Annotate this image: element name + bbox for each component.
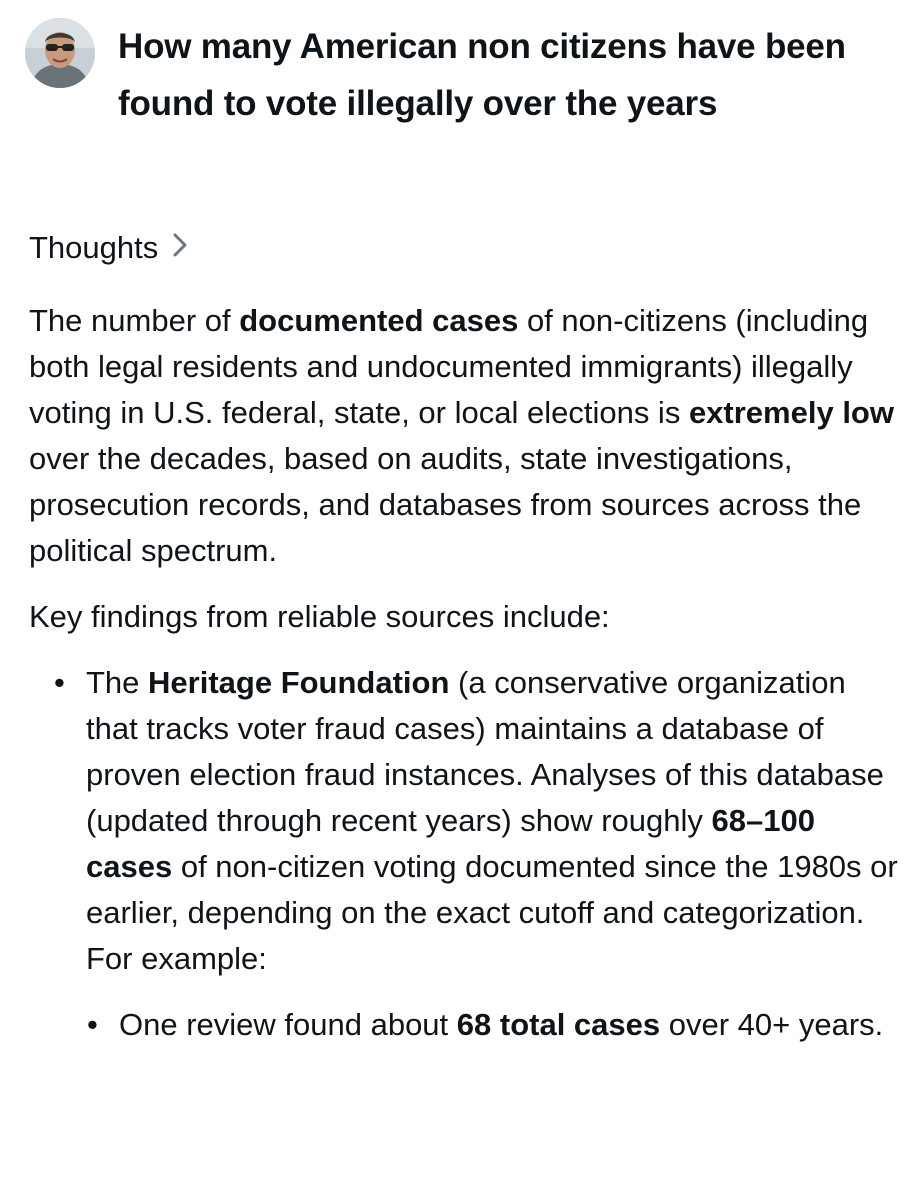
nested-list-item bbox=[29, 1002, 899, 1048]
bold-span: extremely low bbox=[688, 395, 894, 430]
bullet-marker: • bbox=[54, 665, 65, 700]
answer-paragraph-2: Key findings from reliable sources include: bbox=[29, 599, 610, 634]
user-question: How many American non citizens have been found to vote illegally over the years bbox=[118, 27, 846, 123]
user-avatar[interactable] bbox=[25, 18, 95, 88]
assistant-answer bbox=[29, 298, 899, 1048]
text-span: over 40+ years. bbox=[660, 1007, 884, 1042]
thoughts-toggle[interactable] bbox=[29, 227, 188, 269]
chevron-right-icon bbox=[172, 227, 188, 269]
user-avatar-icon bbox=[25, 18, 95, 88]
list-item-text bbox=[86, 660, 899, 982]
text-span: (a conservative organization that tracks voter fraud cases) maintains a database of proven election fraud instances. Analyses of this database (updated through recent years) show roughly bbox=[86, 665, 884, 838]
text-span: One review found about bbox=[119, 1007, 457, 1042]
answer-paragraph-1 bbox=[29, 298, 899, 574]
bullet-marker: • bbox=[87, 1007, 98, 1042]
bold-span: Heritage Foundation bbox=[148, 665, 450, 700]
bold-span: documented cases bbox=[239, 303, 519, 338]
nested-list-item-text bbox=[119, 1002, 899, 1048]
text-span: of non-citizen voting documented since the 1980s or earlier, depending on the exact cutoff and categorization. For example: bbox=[86, 849, 898, 976]
list-item bbox=[29, 660, 899, 982]
text-span: of non-citizens (including both legal residents and undocumented immigrants) illegally voting in U.S. federal, state, or local elections is bbox=[29, 303, 869, 430]
text-span: over the decades, based on audits, state investigations, prosecution records, and databases from sources across the political spectrum. bbox=[29, 441, 862, 568]
thoughts-label: Thoughts bbox=[29, 230, 159, 265]
text-span: The bbox=[86, 665, 149, 700]
bold-span: 68 total cases bbox=[456, 1007, 661, 1042]
bold-span: 68–100 cases bbox=[86, 803, 815, 884]
text-span: The number of bbox=[29, 303, 240, 338]
